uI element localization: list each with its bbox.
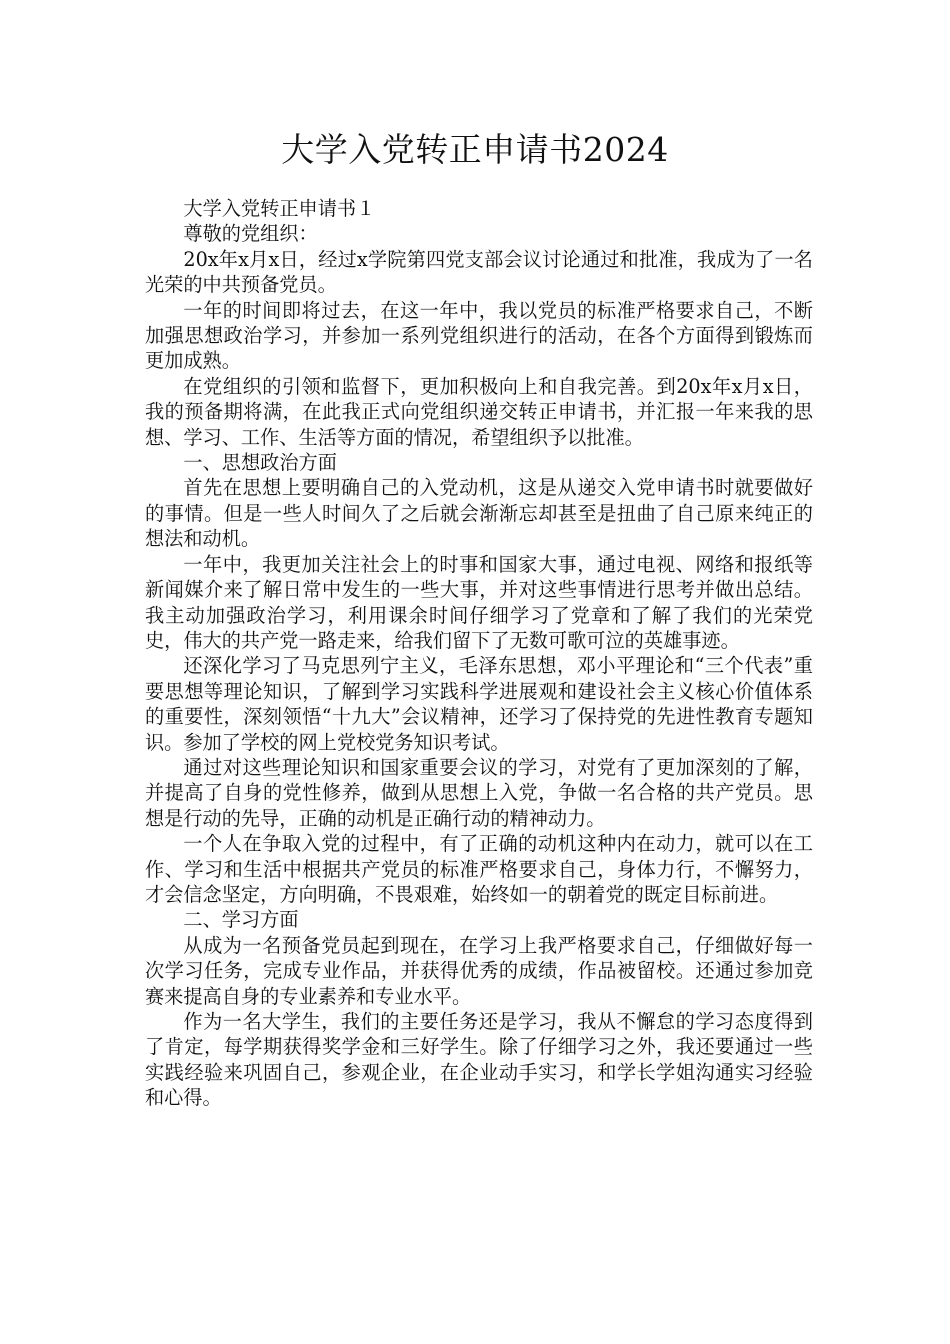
paragraph: 还深化学习了马克思列宁主义，毛泽东思想，邓小平理论和“三个代表”重要思想等理论知识，了解到学习实践科学进展观和建设社会主义核心价值体系的重要性，深刻领悟“十九大”会议精神，还学习了保持党的先进性教育专题知识。参加了学校的网上党校党务知识考试。 (145, 654, 813, 754)
paragraph-salutation: 尊敬的党组织： (183, 222, 318, 246)
paragraph-heading-1: 大学入党转正申请书１ (183, 197, 376, 220)
paragraph: 作为一名大学生，我们的主要任务还是学习，我从不懈怠的学习态度得到了肯定，每学期获得奖学金和三好学生。除了仔细学习之外，我还要通过一些实践经验来巩固自己，参观企业，在企业动手实习，和学长学姐沟通实习经验和心得。 (145, 1010, 813, 1110)
paragraph: 20x年x月x日，经过x学院第四党支部会议讨论通过和批准，我成为了一名光荣的中共预备党员。 (145, 247, 813, 297)
paragraph: 首先在思想上要明确自己的入党动机，这是从递交入党申请书时就要做好的事情。但是一些人时间久了之后就会渐渐忘却甚至是扭曲了自己原来纯正的想法和动机。 (145, 476, 813, 551)
section-heading-study: 二、学习方面 (183, 908, 299, 932)
paragraph: 在党组织的引领和监督下，更加积极向上和自我完善。到20x年x月x日，我的预备期将满，在此我正式向党组织递交转正申请书，并汇报一年来我的思想、学习、工作、生活等方面的情况，希望组织予以批准。 (145, 374, 813, 449)
paragraph: 从成为一名预备党员起到现在，在学习上我严格要求自己，仔细做好每一次学习任务，完成专业作品，并获得优秀的成绩，作品被留校。还通过参加竞赛来提高自身的专业素养和专业水平。 (145, 933, 813, 1008)
paragraph: 一年中，我更加关注社会上的时事和国家大事，通过电视、网络和报纸等新闻媒介来了解日常中发生的一些大事，并对这些事情进行思考并做出总结。我主动加强政治学习，利用课余时间仔细学习了党章和了解了我们的光荣党史，伟大的共产党一路走来，给我们留下了无数可歌可泣的英雄事迹。 (145, 552, 813, 652)
section-heading-ideology: 一、思想政治方面 (183, 451, 337, 475)
document-body (145, 196, 813, 1111)
document-title: 大学入党转正申请书2024 (281, 130, 669, 169)
paragraph: 一个人在争取入党的过程中，有了正确的动机这种内在动力，就可以在工作、学习和生活中根据共产党员的标准严格要求自己，身体力行，不懈努力，才会信念坚定，方向明确，不畏艰难，始终如一的朝着党的既定目标前进。 (145, 832, 813, 906)
paragraph: 通过对这些理论知识和国家重要会议的学习，对党有了更加深刻的了解，并提高了自身的党性修养，做到从思想上入党，争做一名合格的共产党员。思想是行动的先导，正确的动机是正确行动的精神动力。 (145, 755, 813, 830)
paragraph: 一年的时间即将过去，在这一年中，我以党员的标准严格要求自己，不断加强思想政治学习，并参加一系列党组织进行的活动，在各个方面得到锻炼而更加成熟。 (145, 298, 813, 373)
